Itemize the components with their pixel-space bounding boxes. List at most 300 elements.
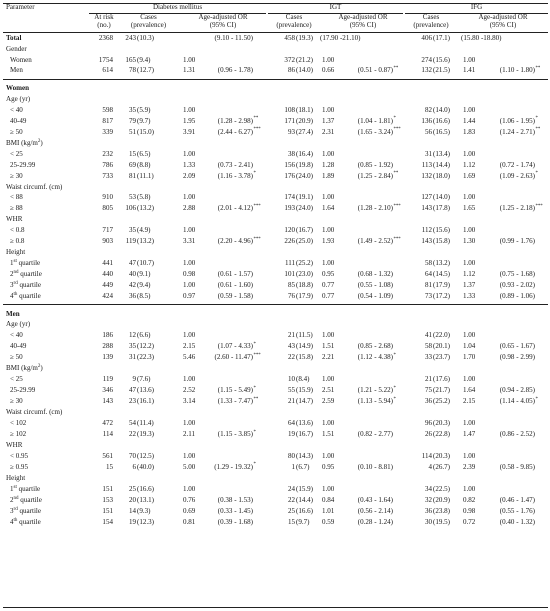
igt-prevalence: (16.6) — [296, 506, 314, 515]
igt-significance-mark: * — [393, 116, 396, 122]
igt-odds-ratio: 0.77 — [322, 292, 335, 301]
dm-significance-mark: *** — [253, 127, 261, 133]
header-bottom-rule — [3, 32, 548, 33]
ifg-confidence-interval: (1.09 - 2.63) — [499, 171, 535, 180]
igt-confidence-interval: (1.49 - 2.52) — [357, 237, 393, 246]
ifg-cases: 143 — [421, 204, 432, 213]
dm-odds-ratio: 2.15 — [183, 342, 196, 351]
igt-prevalence: (19.8) — [296, 160, 314, 169]
dm-confidence-interval: (1.15 - 3.85) — [217, 430, 253, 439]
igt-cases: 55 — [287, 386, 295, 395]
at-risk-value: 440 — [102, 270, 113, 279]
ifg-confidence-interval: (0.72 - 1.74) — [499, 160, 535, 169]
row-label: 3rd quartile — [10, 506, 41, 515]
at-risk-value: 143 — [102, 397, 113, 406]
dm-prevalence: (16.1) — [137, 397, 155, 406]
igt-prevalence: (25.0) — [296, 237, 314, 246]
igt-confidence-interval: (0.55 - 1.08) — [357, 281, 393, 290]
dm-prevalence: (5.8) — [137, 193, 151, 202]
ifg-confidence-interval: (0.99 - 1.76) — [499, 237, 535, 246]
igt-cases: 176 — [284, 171, 295, 180]
dm-significance-mark: * — [253, 341, 256, 347]
at-risk-value: 346 — [102, 386, 113, 395]
row-label: ≥ 50 — [10, 353, 23, 362]
igt-prevalence: (20.9) — [296, 116, 314, 125]
ifg-confidence-interval: (0.58 - 9.85) — [499, 462, 535, 471]
ifg-odds-ratio: 1.44 — [463, 116, 476, 125]
ifg-odds-ratio: 0.98 — [463, 506, 476, 515]
ifg-confidence-interval: (1.10 - 1.80) — [499, 66, 535, 75]
dm-confidence-interval: (1.07 - 4.33) — [217, 342, 253, 351]
header-igt-cases: Cases (prevalence) — [276, 13, 312, 29]
dm-odds-ratio: 1.33 — [183, 160, 196, 169]
dm-confidence-interval: (2.44 - 6.27) — [217, 127, 253, 136]
igt-prevalence: (19.1) — [296, 193, 314, 202]
igt-odds-ratio: 0.59 — [322, 517, 335, 526]
header-parameter: Parameter — [6, 3, 35, 11]
group-label: Waist circumf. (cm) — [6, 182, 63, 191]
dm-cases: 243 — [125, 33, 136, 42]
dm-cases: 35 — [128, 226, 136, 235]
ifg-prevalence: (14.0) — [433, 105, 451, 114]
igt-odds-ratio: 1.00 — [322, 375, 335, 384]
ifg-prevalence: (26.7) — [433, 462, 451, 471]
ifg-cases: 73 — [424, 292, 432, 301]
igt-prevalence: (13.6) — [296, 419, 314, 428]
igt-cases: 38 — [287, 149, 295, 158]
group-label: BMI $(kg/m^2)$ — [6, 138, 43, 147]
ifg-odds-ratio: 1.47 — [463, 430, 476, 439]
row-label: 4th quartile — [10, 292, 41, 301]
igt-cases: 171 — [284, 116, 295, 125]
dm-cases: 81 — [128, 171, 136, 180]
row-label: Total — [6, 33, 22, 42]
dm-prevalence: (12.2) — [137, 342, 155, 351]
ifg-prevalence: (20.9) — [433, 495, 451, 504]
igt-cases: 22 — [287, 353, 295, 362]
ifg-cases: 34 — [424, 484, 432, 493]
igt-significance-mark: *** — [393, 127, 401, 133]
dm-prevalence: (5.9) — [137, 105, 151, 114]
igt-odds-ratio: 1.00 — [322, 451, 335, 460]
at-risk-value: 139 — [102, 353, 113, 362]
dm-odds-ratio: 0.69 — [183, 506, 196, 515]
ifg-cases: 96 — [424, 419, 432, 428]
row-label: Women — [10, 55, 32, 64]
header-dm-cases: Cases (prevalence) — [130, 13, 167, 29]
dm-confidence-interval: (1.33 - 7.47) — [217, 397, 253, 406]
dm-odds-ratio: 5.46 — [183, 353, 196, 362]
dm-odds-ratio: 3.91 — [183, 127, 196, 136]
dm-confidence-interval: (1.16 - 3.78) — [217, 171, 253, 180]
dm-prevalence: (12.3) — [137, 517, 155, 526]
igt-odds-ratio: 1.28 — [322, 160, 335, 169]
dm-cases: 6 — [132, 462, 136, 471]
row-label: < 102 — [10, 419, 27, 428]
group-label: WHR — [6, 440, 23, 449]
ifg-significance-mark: ** — [535, 127, 541, 133]
ifg-prevalence: (21.7) — [433, 386, 451, 395]
ifg-prevalence: (15.8) — [433, 237, 451, 246]
at-risk-value: 339 — [102, 127, 113, 136]
group-label: BMI $(kg/m^2)$ — [6, 364, 43, 373]
igt-cases: 64 — [287, 419, 295, 428]
igt-prevalence: (21.2) — [296, 55, 314, 64]
dm-prevalence: (19.3) — [137, 430, 155, 439]
at-risk-value: 472 — [102, 419, 113, 428]
ifg-cases: 36 — [424, 506, 432, 515]
ifg-odds-ratio: 1.64 — [463, 386, 476, 395]
ifg-odds-ratio: 1.69 — [463, 171, 476, 180]
at-risk-value: 424 — [102, 292, 113, 301]
dm-cases: 47 — [128, 386, 136, 395]
ifg-odds-ratio: 2.39 — [463, 462, 476, 471]
igt-odds-ratio: 0.95 — [322, 270, 335, 279]
dm-cases: 20 — [128, 495, 136, 504]
ifg-cases: 64 — [424, 270, 432, 279]
at-risk-value: 614 — [102, 66, 113, 75]
at-risk-value: 733 — [102, 171, 113, 180]
ifg-confidence-interval: (0.75 - 1.68) — [499, 270, 535, 279]
dm-cases: 119 — [125, 237, 136, 246]
ifg-prevalence: (13.2) — [433, 259, 451, 268]
dm-prevalence: (12.5) — [137, 451, 155, 460]
ifg-cases: 127 — [421, 193, 432, 202]
dm-odds-ratio: 1.00 — [183, 55, 196, 64]
ifg-confidence-interval: (0.46 - 1.47) — [499, 495, 535, 504]
at-risk-value: 449 — [102, 281, 113, 290]
dm-cases: 14 — [128, 506, 136, 515]
igt-prevalence: (17.9) — [296, 292, 314, 301]
at-risk-value: 1754 — [98, 55, 113, 64]
row-label: < 25 — [10, 149, 23, 158]
ifg-cases: 143 — [421, 237, 432, 246]
row-label: 3rd quartile — [10, 281, 41, 290]
ifg-prevalence: (14.0) — [433, 193, 451, 202]
ifg-cases: 30 — [424, 517, 432, 526]
dm-odds-ratio: 0.76 — [183, 495, 196, 504]
ifg-prevalence: (21.5) — [433, 66, 451, 75]
igt-odds-ratio: 1.00 — [322, 484, 335, 493]
section-rule — [3, 79, 548, 80]
at-risk-value: 805 — [102, 204, 113, 213]
igt-cases: 174 — [284, 193, 295, 202]
igt-cases: 86 — [287, 66, 295, 75]
igt-odds-ratio: 0.77 — [322, 281, 335, 290]
igt-odds-ratio: 2.31 — [322, 127, 335, 136]
ifg-cases: 132 — [421, 171, 432, 180]
igt-prevalence: (14.9) — [296, 342, 314, 351]
row-label: ≥ 88 — [10, 204, 23, 213]
ifg-prevalence: (17.1) — [433, 33, 451, 42]
igt-significance-mark: * — [393, 385, 396, 391]
igt-prevalence: (27.4) — [296, 127, 314, 136]
dm-confidence-interval: (0.61 - 1.57) — [217, 270, 253, 279]
ifg-odds-ratio: 0.72 — [463, 517, 476, 526]
ifg-cases: 32 — [424, 495, 432, 504]
group-label: Height — [6, 473, 26, 482]
at-risk-value: 2368 — [98, 33, 113, 42]
ifg-cases: 114 — [421, 451, 432, 460]
ifg-prevalence: (13.4) — [433, 149, 451, 158]
igt-significance-mark: * — [393, 352, 396, 358]
at-risk-value: 151 — [102, 506, 113, 515]
igt-odds-ratio: 1.37 — [322, 116, 335, 125]
dm-odds-ratio: 1.00 — [183, 226, 196, 235]
dm-odds-ratio: 0.81 — [183, 517, 196, 526]
igt-cases: 93 — [287, 127, 295, 136]
ifg-prevalence: (20.3) — [433, 419, 451, 428]
dm-confidence-interval: (0.33 - 1.45) — [217, 506, 253, 515]
row-label: ≥ 50 — [10, 127, 23, 136]
igt-odds-ratio: 1.00 — [322, 259, 335, 268]
dm-cases: 79 — [128, 116, 136, 125]
igt-confidence-interval: (0.68 - 1.32) — [357, 270, 393, 279]
row-label: ≥ 0.95 — [10, 462, 28, 471]
ifg-cases: 26 — [424, 430, 432, 439]
igt-prevalence: (15.9) — [296, 484, 314, 493]
igt-cases: 193 — [284, 204, 295, 213]
igt-confidence-interval: (1.12 - 4.38) — [357, 353, 393, 362]
igt-prevalence: (25.2) — [296, 259, 314, 268]
dm-prevalence: (15.0) — [137, 127, 155, 136]
ifg-prevalence: (22.0) — [433, 331, 451, 340]
at-risk-value: 288 — [102, 342, 113, 351]
igt-prevalence: (16.7) — [296, 226, 314, 235]
dm-cases: 12 — [128, 331, 136, 340]
ifg-confidence-interval: (0.65 - 1.67) — [499, 342, 535, 351]
igt-odds-ratio: 0.66 — [322, 66, 335, 75]
igt-confidence-interval: (1.04 - 1.81) — [357, 116, 393, 125]
at-risk-value: 15 — [105, 462, 113, 471]
igt-odds-ratio: 1.64 — [322, 204, 335, 213]
dm-prevalence: (7.6) — [137, 375, 151, 384]
dm-odds-ratio: 2.09 — [183, 171, 196, 180]
igt-odds-ratio: 0.95 — [322, 462, 335, 471]
igt-prevalence: (11.5) — [296, 331, 313, 340]
igt-prevalence: (14.3) — [296, 451, 314, 460]
igt-cases: 85 — [287, 281, 295, 290]
dm-prevalence: (11.4) — [137, 419, 154, 428]
igt-odds-ratio: 1.00 — [322, 331, 335, 340]
ifg-prevalence: (17.6) — [433, 375, 451, 384]
at-risk-value: 561 — [102, 451, 113, 460]
dm-significance-mark: *** — [253, 236, 261, 242]
igt-confidence-interval: (1.13 - 5.94) — [357, 397, 393, 406]
dm-odds-ratio: 1.00 — [183, 375, 196, 384]
dm-prevalence: (13.2) — [137, 237, 155, 246]
ifg-odds-ratio: 1.00 — [463, 419, 476, 428]
ifg-prevalence: (17.2) — [433, 292, 451, 301]
row-label: 40-49 — [10, 116, 27, 125]
header-ifg: IFG — [470, 3, 483, 11]
header-igt-or: Age-adjusted OR (95% CI) — [338, 13, 388, 29]
ifg-odds-ratio: 1.41 — [463, 66, 476, 75]
igt-odds-ratio: 1.89 — [322, 171, 335, 180]
ifg-odds-ratio: 1.12 — [463, 270, 476, 279]
dm-confidence-interval: (0.59 - 1.58) — [217, 292, 253, 301]
dm-prevalence: (8.8) — [137, 160, 151, 169]
dm-cases: 31 — [128, 353, 136, 362]
igt-prevalence: (24.0) — [296, 204, 314, 213]
dm-cases: 23 — [128, 397, 136, 406]
ifg-prevalence: (15.6) — [433, 226, 451, 235]
row-label: 25-29.99 — [10, 160, 36, 169]
dm-prevalence: (6.5) — [137, 149, 151, 158]
igt-cases: 19 — [287, 430, 295, 439]
igt-significance-mark: ** — [393, 171, 399, 177]
ifg-cases: 36 — [424, 397, 432, 406]
ifg-prevalence: (19.5) — [433, 517, 451, 526]
igt-odds-ratio: 2.59 — [322, 397, 335, 406]
dm-prevalence: (40.0) — [137, 462, 155, 471]
igt-odds-ratio: 1.00 — [322, 105, 335, 114]
dm-odds-ratio: 2.88 — [183, 204, 196, 213]
igt-odds-ratio: 1.00 — [322, 419, 335, 428]
igt-confidence-interval: (1.25 - 2.84) — [357, 171, 393, 180]
ifg-significance-mark: *** — [535, 203, 543, 209]
igt-odds-ratio: 1.01 — [322, 506, 335, 515]
ifg-prevalence: (15.6) — [433, 55, 451, 64]
row-label: Men — [10, 66, 23, 75]
ifg-cases: 274 — [421, 55, 432, 64]
ifg-odds-ratio: 1.70 — [463, 353, 476, 362]
ifg-odds-ratio: 1.00 — [463, 193, 476, 202]
header-ifg-or: Age-adjusted OR (95% CI) — [478, 13, 528, 29]
igt-cases: 76 — [287, 292, 295, 301]
igt-prevalence: (8.4) — [296, 375, 310, 384]
igt-prevalence: (9.7) — [296, 517, 310, 526]
dm-confidence-interval: (2.20 - 4.96) — [217, 237, 253, 246]
row-label: < 88 — [10, 193, 23, 202]
ifg-confidence-interval: (0.40 - 1.32) — [499, 517, 535, 526]
row-label: 25-29.99 — [10, 386, 36, 395]
igt-odds-ratio: 1.00 — [322, 149, 335, 158]
igt-odds-ratio: 1.00 — [322, 193, 335, 202]
dm-odds-ratio: 1.00 — [183, 281, 196, 290]
ifg-prevalence: (18.0) — [433, 171, 451, 180]
dm-prevalence: (13.2) — [137, 204, 155, 213]
ifg-prevalence: (16.6) — [433, 116, 451, 125]
igt-cases: 80 — [287, 451, 295, 460]
row-label: < 40 — [10, 331, 23, 340]
ifg-odds-ratio: 1.00 — [463, 259, 476, 268]
igt-cases: 1 — [291, 462, 295, 471]
dm-cases: 165 — [125, 55, 136, 64]
row-label: < 25 — [10, 375, 23, 384]
igt-confidence-interval: (0.56 - 2.14) — [357, 506, 393, 515]
dm-prevalence: (9.4) — [137, 55, 151, 64]
dm-cases: 47 — [128, 259, 136, 268]
igt-odds-ratio: 1.93 — [322, 237, 335, 246]
dm-cases: 25 — [128, 484, 136, 493]
ifg-confidence-interval: (0.94 - 2.85) — [499, 386, 535, 395]
dm-confidence-interval: (0.38 - 1.53) — [217, 495, 253, 504]
dm-odds-ratio: 1.00 — [183, 484, 196, 493]
ifg-confidence-interval: (0.89 - 1.06) — [499, 292, 535, 301]
igt-significance-mark: ** — [393, 65, 399, 71]
igt-significance-mark: *** — [393, 236, 401, 242]
dm-prevalence: (8.5) — [137, 292, 151, 301]
dm-cases: 35 — [128, 105, 136, 114]
ifg-cases: 112 — [421, 226, 432, 235]
ifg-odds-ratio: 1.30 — [463, 237, 476, 246]
dm-prevalence: (4.9) — [137, 226, 151, 235]
ifg-cases: 31 — [424, 149, 432, 158]
ifg-confidence-interval: (1.24 - 2.71) — [499, 127, 535, 136]
ifg-significance-mark: ** — [535, 65, 541, 71]
igt-confidence-interval: (0.82 - 2.77) — [357, 430, 393, 439]
igt-cases: 156 — [284, 160, 295, 169]
at-risk-value: 154 — [102, 517, 113, 526]
igt-cases: 458 — [284, 33, 295, 42]
dm-prevalence: (6.6) — [137, 331, 151, 340]
ifg-cases: 136 — [421, 116, 432, 125]
igt-prevalence: (6.7) — [296, 462, 310, 471]
ifg-odds-ratio: 1.00 — [463, 226, 476, 235]
dm-significance-mark: * — [253, 171, 256, 177]
results-table — [3, 1, 548, 609]
ifg-prevalence: (22.8) — [433, 430, 451, 439]
ifg-odds-ratio: 1.00 — [463, 375, 476, 384]
dm-odds-ratio: 1.00 — [183, 259, 196, 268]
dm-confidence-interval: (1.15 - 5.49) — [217, 386, 253, 395]
header-dm-or: Age-adjusted OR (95% CI) — [198, 13, 248, 29]
ifg-prevalence: (17.9) — [433, 281, 451, 290]
igt-prevalence: (18.8) — [296, 281, 314, 290]
group-label: Age (yr) — [6, 320, 31, 329]
igt-confidence-interval: (0.85 - 2.68) — [357, 342, 393, 351]
group-label: Age (yr) — [6, 94, 31, 103]
ifg-cases: 56 — [424, 127, 432, 136]
igt-cases: 24 — [287, 484, 295, 493]
dm-cases: 54 — [128, 419, 136, 428]
igt-cases: 10 — [287, 375, 295, 384]
ifg-odds-ratio: 1.00 — [463, 331, 476, 340]
ifg-prevalence: (16.5) — [433, 127, 451, 136]
igt-prevalence: (15.8) — [296, 353, 314, 362]
dm-cases: 15 — [128, 149, 136, 158]
ifg-cases: 33 — [424, 353, 432, 362]
igt-confidence-interval: (1.65 - 3.24) — [357, 127, 393, 136]
dm-cases: 19 — [128, 517, 136, 526]
igt-prevalence: (19.3) — [296, 33, 314, 42]
dm-significance-mark: * — [253, 462, 256, 468]
ifg-prevalence: (20.3) — [433, 451, 451, 460]
ifg-cases: 81 — [424, 281, 432, 290]
row-label: ≥ 30 — [10, 397, 23, 406]
igt-cases: 21 — [287, 331, 295, 340]
igt-confidence-interval: (0.10 - 8.81) — [357, 462, 393, 471]
ifg-confidence-interval: (0.93 - 2.02) — [499, 281, 535, 290]
ifg-odds-ratio: 0.82 — [463, 495, 476, 504]
ifg-odds-ratio: 2.15 — [463, 397, 476, 406]
dm-odds-ratio: 1.95 — [183, 116, 196, 125]
igt-cases: 108 — [284, 105, 295, 114]
dm-confidence-interval: (2.01 - 4.12) — [217, 204, 253, 213]
ifg-confidence-interval: (1.25 - 2.18) — [499, 204, 535, 213]
ifg-odds-ratio: 1.33 — [463, 292, 476, 301]
header-igt: IGT — [329, 3, 342, 11]
ifg-cases: 113 — [421, 160, 432, 169]
at-risk-value: 114 — [102, 430, 113, 439]
igt-cases: 22 — [287, 495, 295, 504]
ifg-confidence-interval: (15.80 -18.80) — [461, 33, 502, 42]
dm-significance-mark: *** — [253, 203, 261, 209]
group-label: Gender — [6, 44, 27, 53]
header-ifg-cases: Cases (prevalence) — [413, 13, 449, 29]
dm-prevalence: (11.1) — [137, 171, 154, 180]
